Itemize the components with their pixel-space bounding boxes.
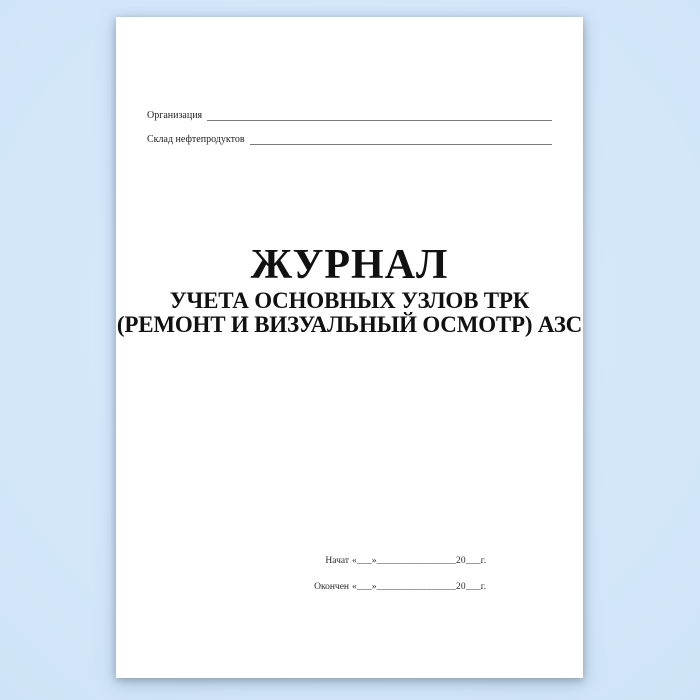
organization-blank-line — [207, 120, 552, 121]
finished-year-blank: ___ — [465, 582, 481, 592]
finished-date-row — [313, 581, 486, 593]
title-block — [116, 244, 583, 337]
journal-cover-page — [116, 17, 583, 678]
started-month-blank: ________________ — [376, 556, 456, 566]
journal-subtitle-line1: УЧЕТА ОСНОВНЫХ УЗЛОВ ТРК — [169, 288, 530, 313]
finished-year-suffix: г. — [480, 582, 487, 592]
started-year-suffix: г. — [480, 556, 487, 566]
started-label: Начат — [325, 556, 349, 566]
finished-month-blank: ________________ — [376, 582, 456, 592]
warehouse-blank-line — [250, 144, 552, 145]
organization-label: Организация — [147, 110, 203, 121]
warehouse-label: Склад нефтепродуктов — [147, 134, 245, 145]
warehouse-field-row — [147, 134, 552, 146]
finished-blanks — [352, 582, 486, 592]
started-day-blank: «___» — [352, 556, 377, 566]
started-date-row — [313, 555, 486, 567]
finished-label: Окончен — [314, 582, 349, 592]
journal-title: ЖУРНАЛ — [250, 242, 449, 288]
started-year-blank: ___ — [465, 556, 481, 566]
started-year-prefix: 20 — [455, 556, 466, 566]
finished-year-prefix: 20 — [455, 582, 466, 592]
journal-subtitle-line2: (РЕМОНТ И ВИЗУАЛЬНЫЙ ОСМОТР) АЗС — [116, 312, 583, 337]
finished-day-blank: «___» — [352, 582, 377, 592]
started-blanks — [352, 556, 486, 566]
organization-field-row — [147, 110, 552, 122]
